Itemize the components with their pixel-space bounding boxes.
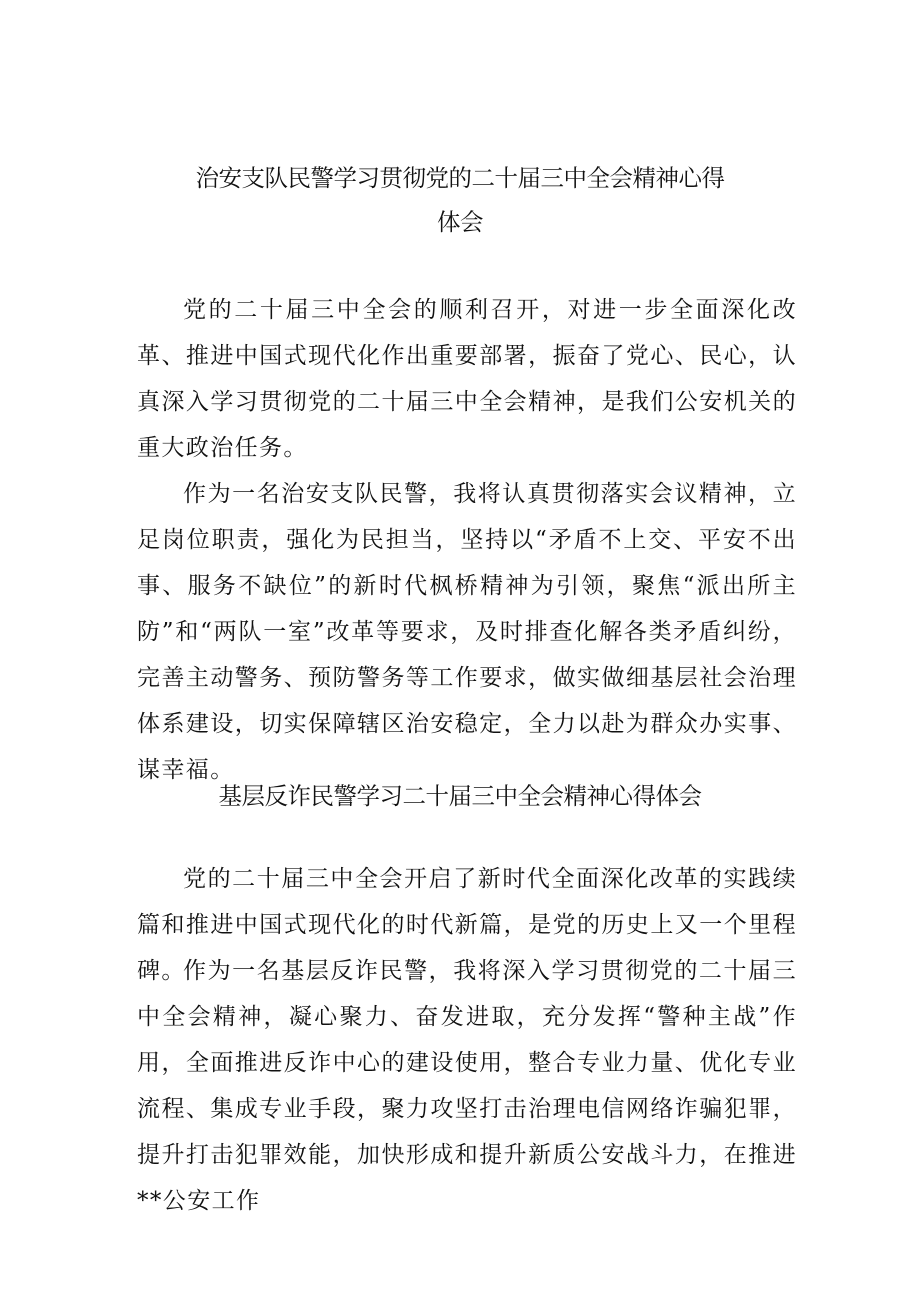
article1-title-line2: 体会 bbox=[437, 208, 483, 236]
article2-paragraph-2: 作为一名基层反诈民警，我将深入学习贯彻党的二十届三中全会精神，凝心聚力、奋发进取，充分发挥“警种主战”作用，全面推进反诈中心的建设使用，整合专业力量、优化专业流程、集成专业手段，聚力攻坚打击治理电信网络诈骗犯罪，提升打击犯罪效能，加快形成和提升新质公安战斗力，在推进**公安工作 bbox=[137, 958, 797, 1214]
article2-title: 基层反诈民警学习二十届三中全会精神心得体会 bbox=[218, 782, 702, 810]
article1-title-line1: 治安支队民警学习贯彻党的二十届三中全会精神心得 bbox=[195, 164, 725, 192]
article1-paragraph-1: 党的二十届三中全会的顺利召开，对进一步全面深化改革、推进中国式现代化作出重要部署，振奋了党心、民心，认真深入学习贯彻党的二十届三中全会精神，是我们公安机关的重大政治任务。 bbox=[137, 297, 797, 461]
article1-paragraph-2: 作为一名治安支队民警，我将认真贯彻落实会议精神，立足岗位职责，强化为民担当，坚持以“矛盾不上交、平安不出事、服务不缺位”的新时代枫桥精神为引领，聚焦“派出所主防”和“两队一室”改革等要求，及时排查化解各类矛盾纠纷，完善主动警务、预防警务等工作要求，做实做细基层社会治理体系建设，切实保障辖区治安稳定，全力以赴为群众办实事、谋幸福。 bbox=[137, 481, 797, 783]
article2-paragraph-1: 党的二十届三中全会开启了新时代全面深化改革的实践续篇和推进中国式现代化的时代新篇，是党的历史上又一个里程碑。 bbox=[137, 866, 797, 984]
